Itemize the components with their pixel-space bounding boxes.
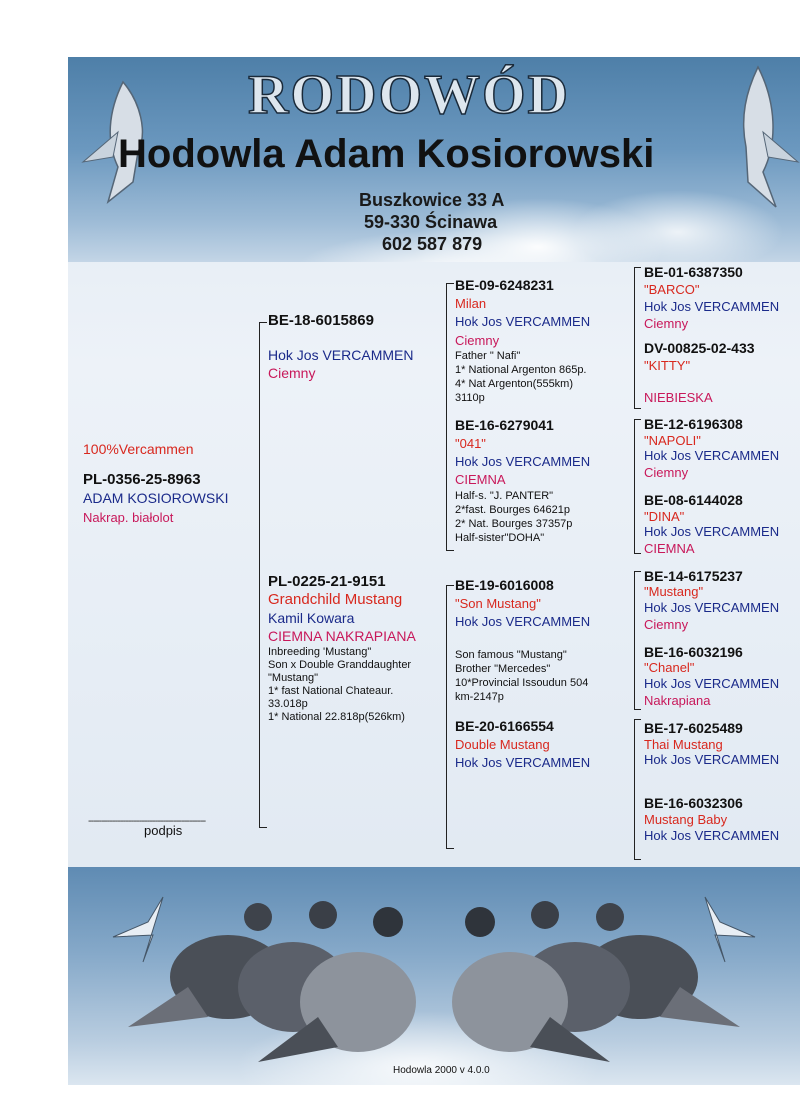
footer-banner — [68, 867, 800, 1085]
g1-name: "BARCO" — [644, 282, 700, 297]
pigeon-flock-left-icon — [68, 867, 428, 1085]
bracket-g12 — [634, 267, 635, 409]
g4-name: "DINA" — [644, 509, 685, 524]
ff-note: 4* Nat Argenton(555km) — [455, 378, 574, 390]
father-color: Ciemny — [268, 365, 316, 381]
bracket-tick — [446, 585, 454, 586]
pigeon-flock-right-icon — [440, 867, 800, 1085]
ff-ring: BE-09-6248231 — [455, 277, 554, 293]
bracket-tick — [634, 859, 641, 860]
g1-ring: BE-01-6387350 — [644, 264, 743, 280]
bracket-tick — [634, 719, 641, 720]
mf-name: "Son Mustang" — [455, 596, 541, 611]
father-owner: Hok Jos VERCAMMEN — [268, 347, 414, 363]
header-banner — [68, 57, 800, 262]
g5-ring: BE-14-6175237 — [644, 568, 743, 584]
bracket-parents — [259, 322, 260, 828]
g2-color: NIEBIESKA — [644, 390, 713, 405]
bracket-tick — [446, 550, 454, 551]
g1-owner: Hok Jos VERCAMMEN — [644, 299, 780, 314]
ff-owner: Hok Jos VERCAMMEN — [455, 314, 591, 329]
bracket-mother-parents — [446, 585, 447, 849]
bracket-tick — [634, 267, 641, 268]
ff-note: 3110p — [455, 392, 485, 404]
bracket-parents-top — [259, 322, 267, 323]
g4-color: CIEMNA — [644, 541, 695, 556]
subject-tag: 100%Vercammen — [83, 441, 194, 457]
ff-note: Father " Nafi" — [455, 350, 521, 362]
g3-color: Ciemny — [644, 465, 689, 480]
phone-number: 602 587 879 — [382, 234, 483, 254]
fm-note: Half-sister"DOHA" — [455, 532, 545, 544]
father-ring: BE-18-6015869 — [268, 312, 374, 329]
g7-ring: BE-17-6025489 — [644, 720, 743, 736]
subject-ring: PL-0356-25-8963 — [83, 471, 201, 488]
fm-note: Half-s. "J. PANTER" — [455, 490, 554, 502]
g5-color: Ciemny — [644, 617, 689, 632]
mf-note: 10*Provincial Issoudun 504 — [455, 677, 589, 689]
address-street: Buszkowice 33 A — [359, 190, 505, 210]
g2-name: "KITTY" — [644, 358, 691, 373]
bracket-tick — [634, 553, 641, 554]
mother-note: 33.018p — [268, 698, 308, 710]
fm-note: 2* Nat. Bourges 37357p — [455, 518, 573, 530]
fm-note: 2*fast. Bourges 64621p — [455, 504, 570, 516]
bracket-tick — [634, 419, 641, 420]
g8-name: Mustang Baby — [644, 812, 728, 827]
mf-owner: Hok Jos VERCAMMEN — [455, 614, 591, 629]
g4-owner: Hok Jos VERCAMMEN — [644, 524, 780, 539]
fm-name: "041" — [455, 436, 486, 451]
ff-color: Ciemny — [455, 333, 500, 348]
mm-owner: Hok Jos VERCAMMEN — [455, 755, 591, 770]
signature-line: -------------------------------------------- — [88, 815, 206, 827]
mother-ring: PL-0225-21-9151 — [268, 573, 386, 590]
pedigree-sheet — [68, 57, 800, 1085]
mother-note: "Mustang" — [268, 672, 318, 684]
g4-ring: BE-08-6144028 — [644, 492, 743, 508]
g3-ring: BE-12-6196308 — [644, 416, 743, 432]
fm-owner: Hok Jos VERCAMMEN — [455, 454, 591, 469]
bracket-g78 — [634, 719, 635, 860]
mother-note: Son x Double Granddaughter — [268, 659, 412, 671]
g7-name: Thai Mustang — [644, 737, 723, 752]
bracket-tick — [634, 709, 641, 710]
g8-ring: BE-16-6032306 — [644, 795, 743, 811]
fm-ring: BE-16-6279041 — [455, 417, 554, 433]
signature-label: podpis — [144, 823, 183, 838]
g5-name: "Mustang" — [644, 584, 704, 599]
pigeon-right-icon — [718, 62, 800, 212]
ff-name: Milan — [455, 296, 487, 311]
bracket-tick — [634, 408, 641, 409]
mother-note: Inbreeding 'Mustang" — [268, 646, 372, 658]
bracket-tick — [446, 283, 454, 284]
g6-color: Nakrapiana — [644, 693, 711, 708]
software-version: Hodowla 2000 v 4.0.0 — [393, 1065, 490, 1076]
g3-owner: Hok Jos VERCAMMEN — [644, 448, 780, 463]
mother-owner: Kamil Kowara — [268, 610, 355, 626]
bracket-father-parents — [446, 283, 447, 551]
g7-owner: Hok Jos VERCAMMEN — [644, 752, 780, 767]
g2-ring: DV-00825-02-433 — [644, 340, 755, 356]
page-title: RODOWÓD — [248, 64, 570, 126]
g6-ring: BE-16-6032196 — [644, 644, 743, 660]
mm-name: Double Mustang — [455, 737, 550, 752]
fm-color: CIEMNA — [455, 472, 506, 487]
mm-ring: BE-20-6166554 — [455, 718, 554, 734]
bracket-tick — [634, 571, 641, 572]
ff-note: 1* National Argenton 865p. — [455, 364, 587, 376]
mother-name: Grandchild Mustang — [268, 591, 403, 608]
bracket-g34 — [634, 419, 635, 554]
mf-note: km-2147p — [455, 691, 504, 703]
bracket-tick — [446, 848, 454, 849]
mf-note: Son famous "Mustang" — [455, 649, 567, 661]
address-city: 59-330 Ścinawa — [364, 212, 498, 232]
g1-color: Ciemny — [644, 316, 689, 331]
g5-owner: Hok Jos VERCAMMEN — [644, 600, 780, 615]
g8-owner: Hok Jos VERCAMMEN — [644, 828, 780, 843]
mother-color: CIEMNA NAKRAPIANA — [268, 628, 416, 644]
subject-owner: ADAM KOSIOROWSKI — [83, 490, 229, 506]
bracket-g56 — [634, 571, 635, 710]
subject-color: Nakrap. białolot — [83, 510, 174, 525]
bracket-parents-bottom — [259, 827, 267, 828]
mother-note: 1* fast National Chateaur. — [268, 685, 394, 697]
g6-owner: Hok Jos VERCAMMEN — [644, 676, 780, 691]
g3-name: "NAPOLI" — [644, 433, 701, 448]
mf-note: Brother "Mercedes" — [455, 663, 551, 675]
mf-ring: BE-19-6016008 — [455, 577, 554, 593]
g6-name: "Chanel" — [644, 660, 695, 675]
breeder-name: Hodowla Adam Kosiorowski — [118, 132, 655, 176]
mother-note: 1* National 22.818p(526km) — [268, 711, 405, 723]
